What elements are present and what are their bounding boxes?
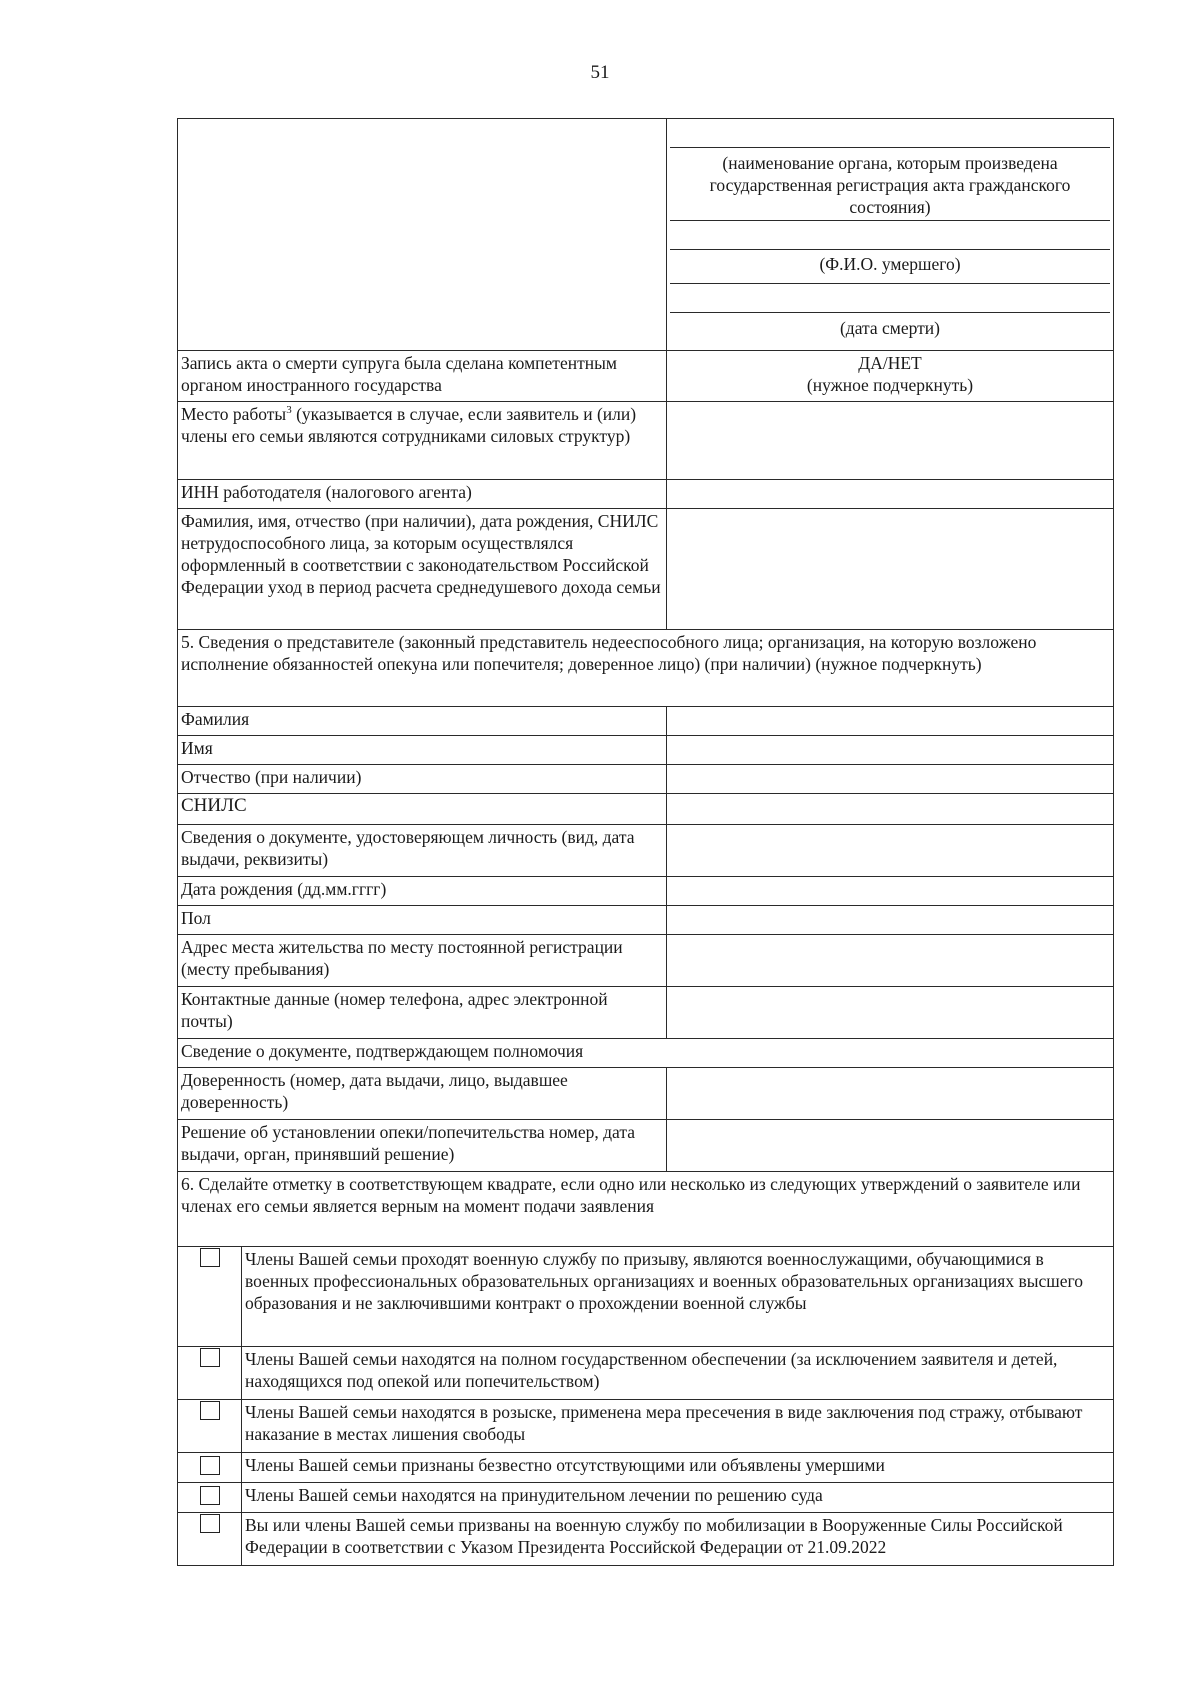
checkbox-cell: [178, 1247, 242, 1347]
checkbox-cell: [178, 1347, 242, 1400]
section6-item-row: [178, 1347, 1114, 1400]
section6-item-row: [178, 1453, 1114, 1483]
workplace-label-end: (указывается в случае, если заявитель и (или) члены его семьи являются сотрудниками силовых структур): [181, 404, 637, 446]
statement-text: Вы или члены Вашей семьи призваны на военную службу по мобилизации в Вооруженные Силы Российской Федерации в соответствии с Указом Президента Российской Федерации от 21.09.2022: [242, 1513, 1114, 1566]
rep-address-label: Адрес места жительства по месту постоянной регистрации (месту пребывания): [178, 935, 667, 987]
rep-contacts-label: Контактные данные (номер телефона, адрес электронной почты): [178, 987, 667, 1039]
deceased-input-line[interactable]: [670, 220, 1110, 249]
rep-contacts-value-cell[interactable]: [667, 987, 1114, 1039]
statement-checkbox[interactable]: [200, 1401, 220, 1420]
section6-item-row: [178, 1513, 1114, 1566]
foreign-record-row: [178, 351, 1114, 402]
statement-checkbox[interactable]: [200, 1248, 220, 1267]
yes-no-option[interactable]: ДА/НЕТ: [858, 353, 922, 373]
power-of-attorney-row: [178, 1068, 1114, 1120]
footnote-marker: 3: [286, 404, 292, 417]
page-number: 51: [590, 62, 610, 83]
authority-heading: Сведение о документе, подтверждающем полномочия: [178, 1039, 1114, 1068]
employer-inn-row: [178, 480, 1114, 509]
section6-item-row: [178, 1247, 1114, 1347]
registration-block-row: [178, 119, 1114, 351]
guardianship-decision-value-cell[interactable]: [667, 1120, 1114, 1172]
rep-patronymic-label: Отчество (при наличии): [178, 765, 667, 794]
foreign-record-label: Запись акта о смерти супруга была сделана компетентным органом иностранного государства: [178, 351, 667, 402]
rep-gender-value-cell[interactable]: [667, 906, 1114, 935]
workplace-label: [178, 402, 667, 480]
rep-id-document-value-cell[interactable]: [667, 825, 1114, 877]
rep-name-label: Имя: [178, 736, 667, 765]
rep-birthdate-row: [178, 877, 1114, 906]
rep-address-value-cell[interactable]: [667, 935, 1114, 987]
workplace-row: [178, 402, 1114, 480]
disabled-person-value-cell[interactable]: [667, 509, 1114, 630]
registration-block-right: [667, 119, 1114, 351]
rep-patronymic-row: [178, 765, 1114, 794]
power-of-attorney-label: Доверенность (номер, дата выдачи, лицо, выдавшее доверенность): [178, 1068, 667, 1120]
checkbox-cell: [178, 1400, 242, 1453]
section6-title: 6. Сделайте отметку в соответствующем квадрате, если одно или несколько из следующих утверждений о заявителе или членах его семьи является верным на момент подачи заявления: [178, 1172, 1114, 1247]
employer-inn-value-cell[interactable]: [667, 480, 1114, 509]
rep-snils-label: СНИЛС: [178, 794, 667, 825]
disabled-person-label: Фамилия, имя, отчество (при наличии), дата рождения, СНИЛС нетрудоспособного лица, за которым осуществлялся оформленный в соответствии с законодательством Российской Федерации уход в период расчета среднедушевого дохода семьи: [178, 509, 667, 630]
statement-text: Члены Вашей семьи признаны безвестно отсутствующими или объявлены умершими: [242, 1453, 1114, 1483]
rep-birthdate-label: Дата рождения (дд.мм.гггг): [178, 877, 667, 906]
rep-snils-row: [178, 794, 1114, 825]
rep-birthdate-value-cell[interactable]: [667, 877, 1114, 906]
rep-id-document-row: [178, 825, 1114, 877]
guardianship-decision-label: Решение об установлении опеки/попечительства номер, дата выдачи, орган, принявший решение): [178, 1120, 667, 1172]
rep-name-row: [178, 736, 1114, 765]
statement-checkbox[interactable]: [200, 1456, 220, 1475]
statement-text: Члены Вашей семьи проходят военную службу по призыву, являются военнослужащими, обучающимися в военных профессиональных образовательных организациях и военных образовательных организациях высшего образования и не заключившими контракт о прохождении военной службы: [242, 1247, 1114, 1347]
statement-text: Члены Вашей семьи находятся на полном государственном обеспечении (за исключением заявителя и детей, находящихся под опекой или попечительством): [242, 1347, 1114, 1400]
rep-gender-row: [178, 906, 1114, 935]
rep-surname-label: Фамилия: [178, 707, 667, 736]
statement-checkbox[interactable]: [200, 1486, 220, 1505]
checkbox-cell: [178, 1513, 242, 1566]
death-date-input-line[interactable]: [670, 283, 1110, 312]
rep-patronymic-value-cell[interactable]: [667, 765, 1114, 794]
checkbox-cell: [178, 1453, 242, 1483]
application-form-table: [177, 118, 1114, 1566]
section5-title-row: [178, 630, 1114, 707]
rep-surname-row: [178, 707, 1114, 736]
section6-item-row: [178, 1483, 1114, 1513]
deceased-caption: (Ф.И.О. умершего): [670, 249, 1110, 283]
organ-caption: (наименование органа, которым произведена государственная регистрация акта гражданского состояния): [670, 147, 1110, 220]
death-date-caption: (дата смерти): [670, 312, 1110, 339]
organ-input-line[interactable]: [670, 120, 1110, 147]
underline-hint: (нужное подчеркнуть): [806, 375, 974, 395]
statement-checkbox[interactable]: [200, 1514, 220, 1533]
rep-gender-label: Пол: [178, 906, 667, 935]
statement-checkbox[interactable]: [200, 1348, 220, 1367]
rep-id-document-label: Сведения о документе, удостоверяющем личность (вид, дата выдачи, реквизиты): [178, 825, 667, 877]
rep-contacts-row: [178, 987, 1114, 1039]
rep-surname-value-cell[interactable]: [667, 707, 1114, 736]
foreign-record-value[interactable]: [667, 351, 1114, 402]
checkbox-cell: [178, 1483, 242, 1513]
workplace-label-start: Место работы: [181, 404, 287, 424]
section5-title: 5. Сведения о представителе (законный представитель недееспособного лица; организация, на которую возложено исполнение обязанностей опекуна или попечителя; доверенное лицо) (при наличии) (нужное подчеркнуть): [178, 630, 1114, 707]
power-of-attorney-value-cell[interactable]: [667, 1068, 1114, 1120]
authority-heading-row: [178, 1039, 1114, 1068]
employer-inn-label: ИНН работодателя (налогового агента): [178, 480, 667, 509]
rep-name-value-cell[interactable]: [667, 736, 1114, 765]
registration-block-left: [178, 119, 667, 351]
guardianship-decision-row: [178, 1120, 1114, 1172]
section6-item-row: [178, 1400, 1114, 1453]
rep-address-row: [178, 935, 1114, 987]
rep-snils-value-cell[interactable]: [667, 794, 1114, 825]
disabled-person-row: [178, 509, 1114, 630]
section6-title-row: [178, 1172, 1114, 1247]
statement-text: Члены Вашей семьи находятся в розыске, применена мера пресечения в виде заключения под стражу, отбывают наказание в местах лишения свободы: [242, 1400, 1114, 1453]
workplace-value-cell[interactable]: [667, 402, 1114, 480]
statement-text: Члены Вашей семьи находятся на принудительном лечении по решению суда: [242, 1483, 1114, 1513]
